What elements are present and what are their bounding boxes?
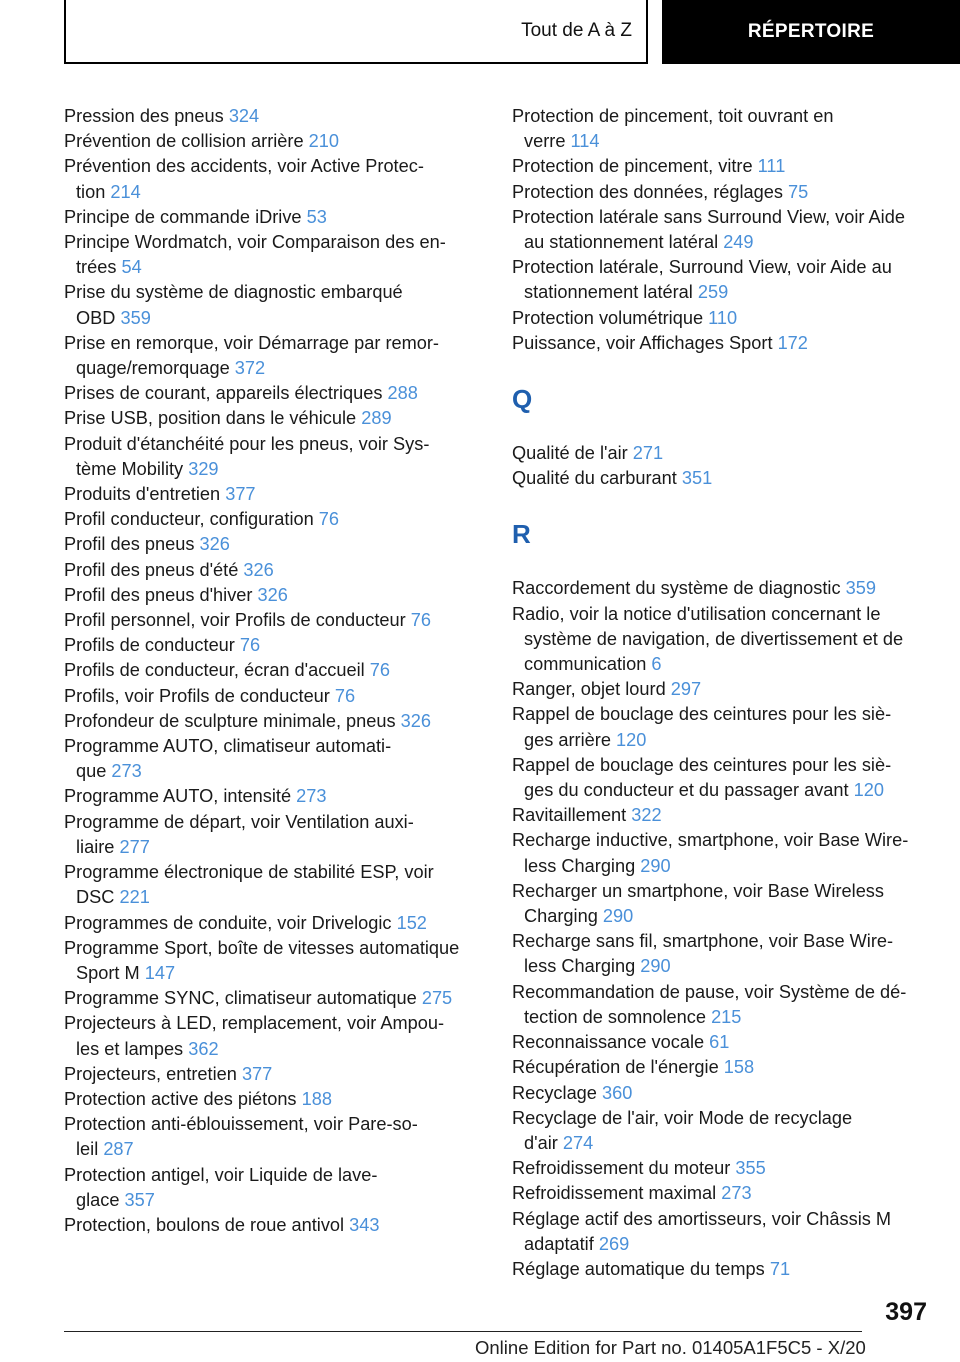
entry-text: Charging [524,906,598,927]
entry-text: Profil des pneus d'été [64,559,239,580]
index-entry [512,1257,932,1282]
entry-text: Prévention de collision arrière [64,131,304,152]
entry-text: quage/remorquage [76,358,230,379]
entry-text: Principe de commande iDrive [64,206,302,227]
page-link[interactable]: 359 [845,578,876,599]
index-entry [512,980,932,1030]
entry-text: Récupération de l'énergie [512,1057,719,1078]
index-entry [64,280,488,330]
index-entry [512,255,932,305]
entry-text: liaire [76,836,115,857]
page-link[interactable]: 61 [709,1032,730,1053]
entry-text: adaptatif [524,1233,594,1254]
entry-text: les et lampes [76,1038,184,1059]
page-link[interactable]: 172 [777,332,808,353]
entry-text: trées [76,257,117,278]
page-link[interactable]: 290 [640,855,671,876]
page-link[interactable]: 110 [708,307,738,328]
page-link[interactable]: 287 [103,1139,134,1160]
index-entry [512,104,932,154]
page-link[interactable]: 152 [396,912,427,933]
index-entry [64,658,488,683]
page-link[interactable]: 147 [144,962,176,983]
entry-text: Projecteurs, entretien [64,1063,237,1084]
entry-text: Produits d'entretien [64,484,221,505]
index-entry [64,507,488,532]
page-link[interactable]: 114 [570,131,600,152]
entry-text: Refroidissement du moteur [512,1158,731,1179]
entry-text: Profils de conducteur [64,635,235,656]
index-entry [64,432,488,482]
entry-text: communication [524,654,647,675]
page-link[interactable]: 288 [387,383,418,404]
index-entry [64,104,488,129]
entry-text: Profil des pneus d'hiver [64,584,253,605]
page-link[interactable]: 274 [562,1132,594,1153]
entry-text: OBD [76,307,116,328]
page-link[interactable]: 71 [769,1258,791,1279]
page-link[interactable]: 372 [234,358,266,379]
entry-text: Prise en remorque, voir Démarrage par remor- [64,332,439,353]
entry-text: Protection antigel, voir Liquide de lave- [64,1164,378,1185]
page-link[interactable]: 351 [681,468,713,489]
index-entry [64,1213,488,1238]
entry-text: Programme SYNC, climatiseur automatique [64,988,417,1009]
entry-text: tection de somnolence [524,1006,706,1027]
index-entry [512,331,932,356]
page-link[interactable]: 362 [188,1038,219,1059]
index-entry [64,532,488,557]
index-entry [512,1106,932,1156]
entry-text: système de navigation, de divertissement et de [524,628,904,649]
index-entry [64,734,488,784]
entry-text: Programmes de conduite, voir Drivelogic [64,912,392,933]
index-column-left [64,104,488,1238]
index-entry [64,331,488,381]
section-tab-label: RÉPERTOIRE [747,21,875,42]
page-link[interactable]: 273 [111,761,142,782]
entry-text: Prises de courant, appareils électriques [64,383,383,404]
page-link[interactable]: 158 [723,1057,755,1078]
entry-text: Reconnaissance vocale [512,1032,705,1053]
index-entry [512,154,932,179]
entry-text: Programme électronique de stabilité ESP, voir [64,862,434,883]
entry-text: Programme de départ, voir Ventilation auxi- [64,811,414,832]
index-entry [64,381,488,406]
entry-text: Produit d'étanchéité pour les pneus, voir Sys- [64,433,430,454]
entry-text: Prise USB, position dans le véhicule [64,408,357,429]
page-link[interactable]: 355 [735,1158,766,1179]
index-entry [64,583,488,608]
index-column-right [512,104,932,1282]
index-entry [512,1055,932,1080]
index-entry [64,633,488,658]
page-link[interactable]: 377 [225,484,256,505]
page-link[interactable]: 188 [301,1088,332,1109]
entry-text: Profils, voir Profils de conducteur [64,685,330,706]
page-link[interactable]: 329 [188,458,219,479]
page-link[interactable]: 259 [697,282,729,303]
footer-edition: Online Edition for Part no. 01405A1F5C5 - X/20 [475,1337,866,1358]
entry-text: Protection, boulons de roue antivol [64,1214,345,1235]
entry-text: ges du conducteur et du passager avant [524,780,849,801]
index-entry [64,230,488,280]
index-entry [512,1181,932,1206]
entry-text: Projecteurs à LED, remplacement, voir Ampou- [64,1013,445,1034]
index-entry [64,1087,488,1112]
index-entry [64,205,488,230]
page-link[interactable]: 221 [119,887,150,908]
page-link[interactable]: 111 [757,156,786,177]
page-link[interactable]: 215 [711,1006,742,1027]
page-link[interactable]: 249 [723,232,754,253]
page-link[interactable]: 326 [400,710,432,731]
entry-text: Programme AUTO, climatiseur automati- [64,736,392,757]
page-link[interactable]: 271 [632,443,664,464]
page-number: 397 [885,1298,927,1326]
entry-text: less Charging [524,855,636,876]
page-link[interactable]: 214 [110,181,141,202]
index-entry [512,576,932,601]
page-link[interactable]: 76 [369,660,391,681]
index-entry [64,709,488,734]
entry-text: Réglage automatique du temps [512,1258,765,1279]
page-link[interactable]: 6 [651,654,662,675]
entry-text: Protection volumétrique [512,307,704,328]
entry-text: Rappel de bouclage des ceintures pour les siè- [512,754,892,775]
page-link[interactable]: 53 [306,206,327,227]
page-link[interactable]: 324 [228,106,260,126]
entry-text: DSC [76,887,115,908]
entry-text: stationnement latéral [524,282,693,303]
section-label: Tout de A à Z [521,20,632,41]
section-tab[interactable] [662,0,960,64]
index-entry [512,803,932,828]
page-link[interactable]: 273 [721,1183,752,1204]
index-entry [512,602,932,678]
page-link[interactable]: 357 [124,1189,155,1210]
index-entry [64,482,488,507]
page-link[interactable]: 377 [241,1063,273,1084]
entry-text: leil [76,1139,99,1160]
entry-text: Protection des données, réglages [512,181,783,202]
entry-text: Recyclage de l'air, voir Mode de recyclage [512,1107,853,1128]
page-link[interactable]: 273 [296,786,327,807]
entry-text: Profil conducteur, configuration [64,509,314,530]
page-link[interactable]: 343 [349,1214,380,1235]
entry-text: Refroidissement maximal [512,1183,717,1204]
index-entry [512,1081,932,1106]
page-link[interactable]: 120 [616,729,647,750]
page-link[interactable]: 326 [257,584,288,605]
entry-text: Profils de conducteur, écran d'accueil [64,660,365,681]
entry-text: Recharger un smartphone, voir Base Wireless [512,880,884,901]
page-link[interactable]: 76 [334,685,356,706]
index-entry [64,1011,488,1061]
index-entry [512,466,932,491]
page-link[interactable]: 76 [410,610,431,631]
page-link[interactable]: 322 [631,805,662,826]
index-entry [64,154,488,204]
page-link[interactable]: 269 [598,1233,630,1254]
page-link[interactable]: 359 [120,307,151,328]
index-entry [64,810,488,860]
page-link[interactable]: 326 [243,559,274,580]
entry-text: Protection de pincement, toit ouvrant en [512,106,834,126]
entry-text: Protection de pincement, vitre [512,156,753,177]
entry-text: tème Mobility [76,458,184,479]
page-link[interactable]: 289 [361,408,392,429]
index-entry [64,684,488,709]
entry-text: Recommandation de pause, voir Système de dé- [512,981,907,1002]
index-entry [512,828,932,878]
index-entry [64,558,488,583]
entry-text: au stationnement latéral [524,232,719,253]
index-letter-q: Q [512,384,533,415]
entry-text: Recharge sans fil, smartphone, voir Base Wire- [512,931,894,952]
index-entry [64,1062,488,1087]
entry-text: d'air [524,1132,558,1153]
entry-text: Programme AUTO, intensité [64,786,292,807]
index-entry [512,879,932,929]
entry-text: Pression des pneus [64,106,224,126]
page-link[interactable]: 277 [119,836,150,857]
entry-text: Profondeur de sculpture minimale, pneus [64,710,396,731]
index-entry [64,986,488,1011]
entry-text: que [76,761,107,782]
section-header [64,0,648,64]
entry-text: Protection latérale, Surround View, voir Aide au [512,257,892,278]
index-entry [512,1030,932,1055]
page-link[interactable]: 210 [308,131,340,152]
page-link[interactable]: 290 [602,906,634,927]
index-entry [512,702,932,752]
index-entry [64,936,488,986]
page-link[interactable]: 54 [121,257,142,278]
index-letter-r: R [512,519,531,550]
entry-text: Recharge inductive, smartphone, voir Base Wire- [512,830,909,851]
entry-text: Sport M [76,962,140,983]
index-entry [64,406,488,431]
index-entry [64,1112,488,1162]
entry-text: Prévention des accidents, voir Active Protec- [64,156,424,177]
entry-text: Prise du système de diagnostic embarqué [64,282,403,303]
entry-text: Puissance, voir Affichages Sport [512,332,773,353]
entry-text: Recyclage [512,1082,597,1103]
entry-text: Protection active des piétons [64,1088,297,1109]
index-entry [512,753,932,803]
page-link[interactable]: 360 [601,1082,633,1103]
page-link[interactable]: 297 [670,679,702,700]
entry-text: Ravitaillement [512,805,627,826]
index-entry [512,677,932,702]
entry-text: glace [76,1189,120,1210]
entry-text: Radio, voir la notice d'utilisation concernant le [512,603,881,624]
entry-text: Raccordement du système de diagnostic [512,578,841,599]
entry-text: Profil des pneus [64,534,195,555]
entry-text: Profil personnel, voir Profils de conducteur [64,610,406,631]
index-entry [64,911,488,936]
entry-text: Réglage actif des amortisseurs, voir Châssis M [512,1208,892,1229]
index-entry [64,784,488,809]
index-entry [64,860,488,910]
index-entry [64,129,488,154]
entry-text: Principe Wordmatch, voir Comparaison des en- [64,232,446,253]
index-entry [64,608,488,633]
index-entry [512,929,932,979]
index-entry [512,205,932,255]
entry-text: tion [76,181,106,202]
page-link[interactable]: 76 [318,509,340,530]
entry-text: verre [524,131,566,152]
entry-text: Ranger, objet lourd [512,679,666,700]
entry-text: ges arrière [524,729,611,750]
entry-text: Protection anti-éblouissement, voir Pare-so- [64,1114,418,1135]
entry-text: Programme Sport, boîte de vitesses automatique [64,937,460,958]
entry-text: Rappel de bouclage des ceintures pour les siè- [512,704,892,725]
page-link[interactable]: 76 [239,635,261,656]
page-link[interactable]: 290 [640,956,671,977]
index-entry [512,441,932,466]
index-entry [512,180,932,205]
entry-text: Qualité du carburant [512,468,677,489]
footer-divider [64,1331,862,1332]
index-entry [512,1156,932,1181]
entry-text: Qualité de l'air [512,443,628,464]
page-link[interactable]: 275 [421,988,453,1009]
index-entry [512,1207,932,1257]
entry-text: less Charging [524,956,636,977]
index-entry [512,306,932,331]
entry-text: Protection latérale sans Surround View, voir Aide [512,206,905,227]
page-link[interactable]: 75 [788,181,809,202]
page-link[interactable]: 120 [853,780,884,801]
page-link[interactable]: 326 [199,534,230,555]
index-entry [64,1163,488,1213]
